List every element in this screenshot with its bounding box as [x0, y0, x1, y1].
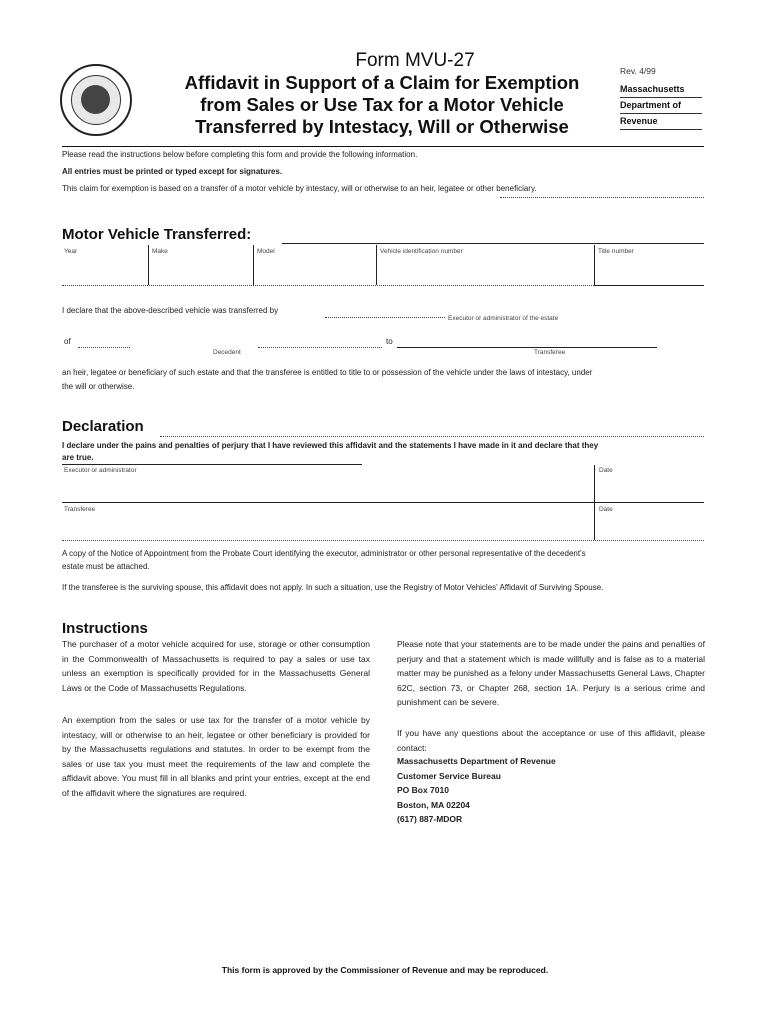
instructions-left-para-1: The purchaser of a motor vehicle acquired for use, storage or other consumption in the Commonwealth of Massachusetts is required to pay a sales or use tax unless an exemption is specifically provided for in the Massachusetts General Laws or the Code of Massachusetts Regulations. — [62, 639, 370, 693]
seal-emblem-icon — [81, 85, 110, 114]
executor-signature-field[interactable] — [62, 502, 342, 503]
contact-line-5: (617) 887-MDOR — [397, 814, 463, 824]
title-line-1: Affidavit in Support of a Claim for Exemption — [184, 72, 580, 93]
vin-label: Vehicle identification number — [380, 248, 463, 255]
read-instructions-text: Please read the instructions below before completing this form and provide the following information. — [62, 150, 418, 159]
transferee-signature-field[interactable] — [62, 540, 704, 541]
vin-field[interactable] — [594, 245, 595, 285]
transferee-signature-label: Transferee — [64, 506, 96, 513]
model-field[interactable] — [376, 245, 377, 285]
perjury-statement-rule — [62, 464, 362, 465]
make-label: Make — [152, 248, 168, 255]
printed-notice: All entries must be printed or typed except for signatures. — [62, 167, 283, 176]
department-block — [620, 82, 702, 130]
year-field[interactable] — [148, 245, 149, 285]
date-field-1[interactable] — [594, 465, 595, 503]
contact-line-1: Massachusetts Department of Revenue — [397, 756, 556, 766]
declare-transfer-text: I declare that the above-described vehicle was transferred by — [62, 306, 279, 315]
header-divider — [62, 146, 704, 147]
date-label-1: Date — [599, 467, 613, 474]
year-label: Year — [64, 248, 78, 255]
decedent-caption: Decedent — [213, 349, 241, 356]
seal-inner-ring — [71, 75, 121, 125]
title-line-2: from Sales or Use Tax for a Motor Vehicle — [200, 94, 564, 115]
of-field-rule — [78, 347, 130, 348]
surviving-spouse-note: If the transferee is the surviving spouse, this affidavit does not apply. In such a situation, use the Registry of Motor Vehicles' Affidavit of Surviving Spouse. — [62, 583, 604, 592]
form-title — [172, 72, 592, 138]
approval-footer: This form is approved by the Commissioner of Revenue and may be reproduced. — [221, 965, 549, 975]
transferee-field[interactable] — [397, 347, 657, 348]
vehicle-heading-rule — [282, 243, 704, 244]
executor-signature-label: Executor or administrator — [64, 467, 137, 474]
contact-line-4: Boston, MA 02204 — [397, 799, 470, 810]
of-label: of — [64, 337, 71, 346]
make-field[interactable] — [253, 245, 254, 285]
heir-text-line-1: an heir, legatee or beneficiary of such estate and that the transferee is entitled to title to or possession of the vehicle under the laws of intestacy, under — [62, 368, 593, 377]
instructions-right-para-2: If you have any questions about the acceptance or use of this affidavit, please contact: — [397, 728, 705, 753]
claim-basis-text: This claim for exemption is based on a transfer of a motor vehicle by intestacy, will or otherwise to an heir, legatee or other beneficiary. — [62, 184, 537, 193]
transferee-caption: Transferee — [534, 349, 566, 356]
model-label: Model — [257, 248, 275, 255]
heir-text-line-2: the will or otherwise. — [62, 382, 135, 391]
contact-line-3: PO Box 7010 — [397, 785, 449, 795]
perjury-statement-line-1: I declare under the pains and penalties of perjury that I have reviewed this affidavit and the statements I have made in it and declare that they — [62, 441, 599, 450]
date-field-2[interactable] — [594, 502, 595, 540]
department-line-3: Revenue — [620, 114, 702, 130]
department-line-2: Department of — [620, 98, 702, 114]
executor-signature-field-right[interactable] — [342, 502, 704, 503]
instructions-left-para-2: An exemption from the sales or use tax for the transfer of a motor vehicle by intestacy, will or otherwise to an heir, legatee or other beneficiary is provided for by the Massachusetts regulations and statutes. In order to be exempt from the sales or use tax you must meet the requirements of the law and complete the affidavit above. You must fill in all blanks and print your entries, except at the end of the affidavit where the signatures are required. — [62, 715, 370, 798]
title-number-field[interactable] — [594, 285, 704, 286]
declaration-heading-rule — [160, 436, 704, 437]
contact-line-2: Customer Service Bureau — [397, 770, 501, 781]
copy-note-line-2: estate must be attached. — [62, 562, 150, 571]
vehicle-fields-baseline — [62, 285, 594, 286]
copy-note-line-1: A copy of the Notice of Appointment from the Probate Court identifying the executor, administrator or other personal representative of the decedent's — [62, 549, 586, 558]
decedent-field[interactable] — [258, 347, 382, 348]
form-number: Form MVU-27 — [355, 50, 475, 71]
instructions-right-para-1: Please note that your statements are to be made under the pains and penalties of perjury and that a statement which is made willfully and is false as to a material matter may be punished as a felony under Massachusetts General Laws, Chapter 62C, section 73, or Chapter 268, section 1A. Perjury is a serious crime and punishment can be severe. — [397, 639, 705, 707]
department-line-1: Massachusetts — [620, 82, 702, 98]
contact-block — [397, 754, 705, 827]
to-label: to — [386, 337, 393, 346]
title-line-3: Transferred by Intestacy, Will or Otherwise — [195, 116, 569, 137]
executor-caption: Executor or administrator of the estate — [448, 315, 559, 322]
vehicle-section-heading: Motor Vehicle Transferred: — [62, 226, 252, 243]
perjury-statement-line-2: are true. — [62, 453, 94, 462]
instructions-heading: Instructions — [62, 620, 148, 637]
claim-basis-rule — [500, 197, 704, 198]
declaration-heading: Declaration — [62, 418, 144, 435]
massachusetts-seal-logo — [60, 64, 132, 136]
executor-name-field[interactable] — [325, 317, 445, 318]
revision-date: Rev. 4/99 — [620, 66, 656, 76]
date-label-2: Date — [599, 506, 613, 513]
title-number-label: Title number — [598, 248, 634, 255]
